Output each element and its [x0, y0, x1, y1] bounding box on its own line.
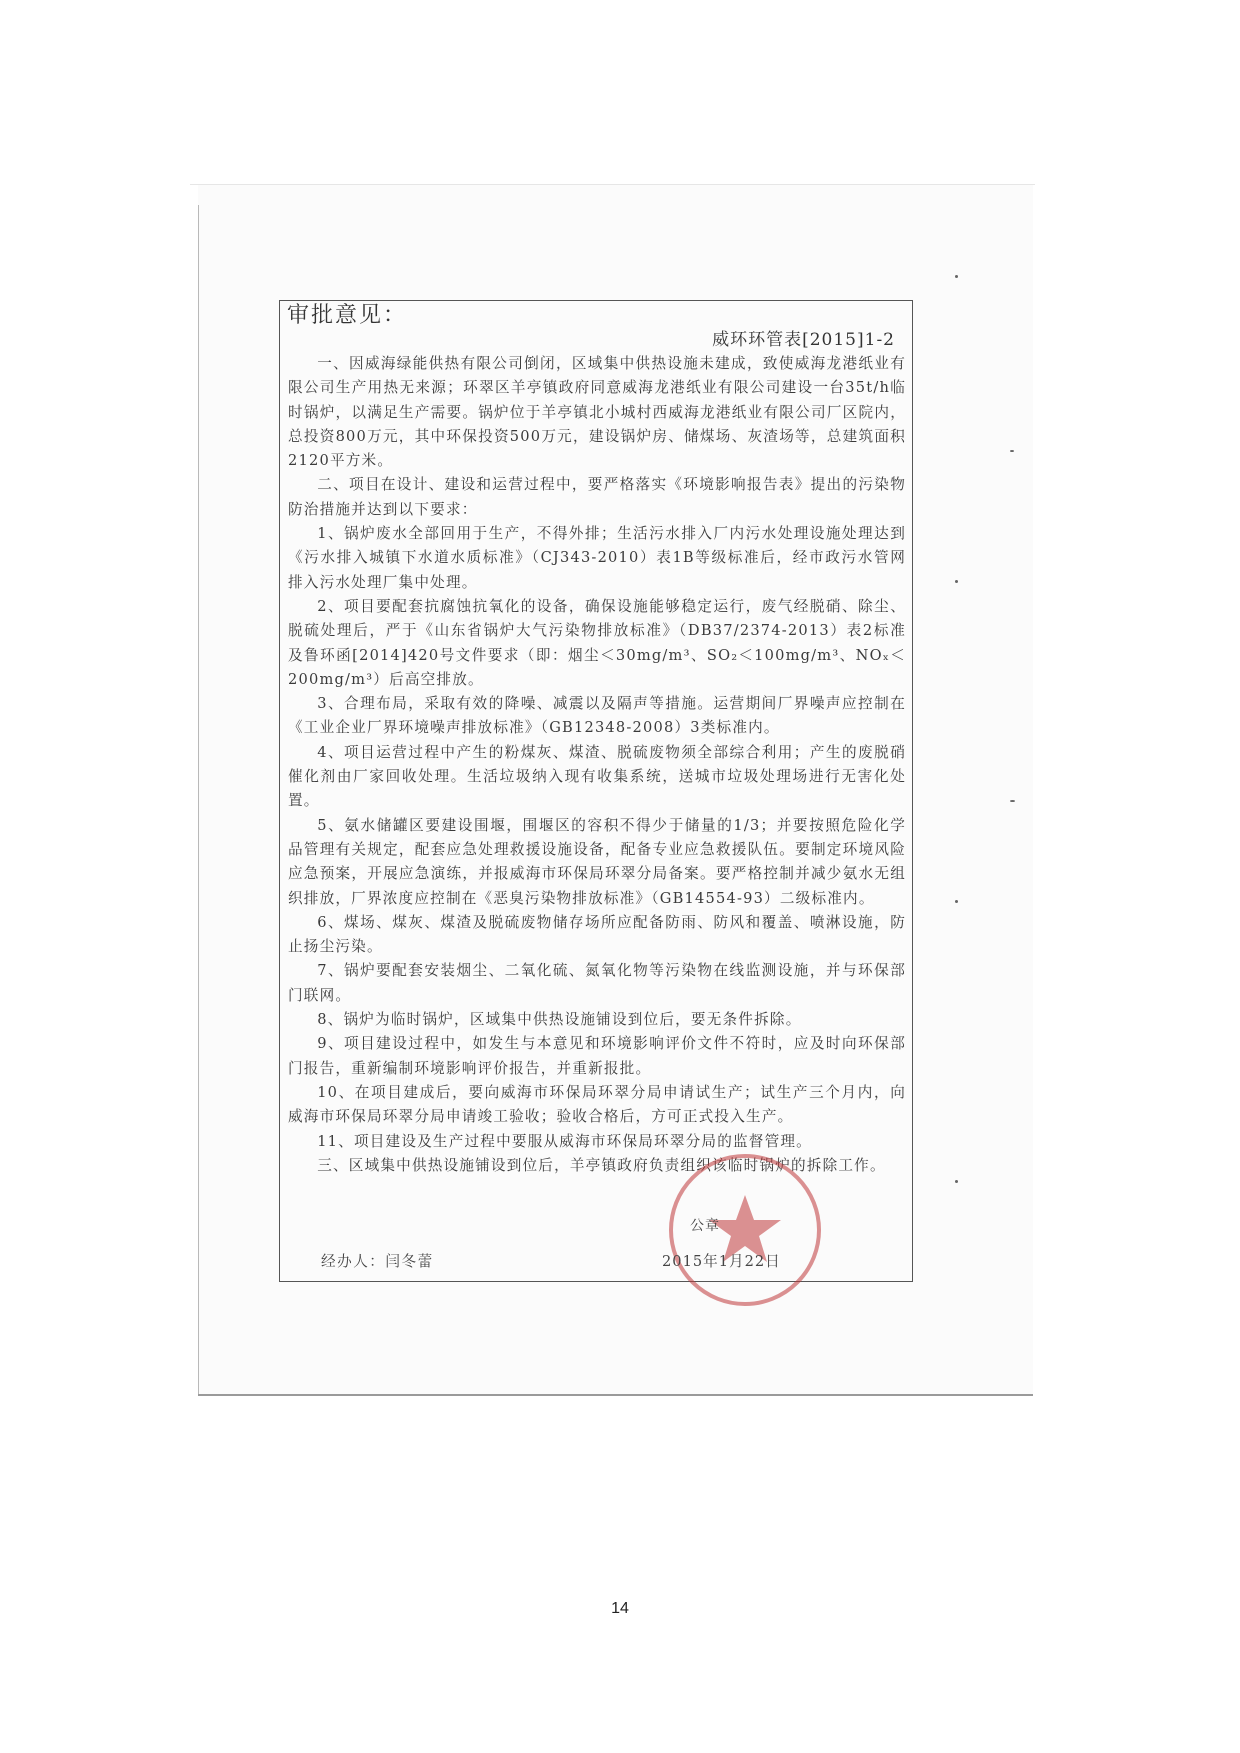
approval-body [288, 352, 906, 1178]
scan-speck [955, 900, 958, 903]
scan-left-edge [198, 205, 199, 1395]
scan-speck [1010, 800, 1015, 802]
paragraph: 3、合理布局，采取有效的降噪、减震以及隔声等措施。运营期间厂界噪声应控制在《工业企业厂界环境噪声排放标准》（GB12348-2008）3类标准内。 [288, 695, 906, 737]
scan-speck [955, 580, 958, 583]
paragraph: 11、项目建设及生产过程中要服从威海市环保局环翠分局的监督管理。 [317, 1132, 812, 1150]
scan-speck [955, 1180, 958, 1183]
scan-speck [955, 275, 958, 278]
handler-signature: 经办人：闫冬蕾 [321, 1253, 434, 1270]
paragraph: 10、在项目建成后，要向威海市环保局环翠分局申请试生产；试生产三个月内，向威海市环保局环翠分局申请竣工验收；验收合格后，方可正式投入生产。 [288, 1083, 906, 1126]
paragraph: 5、氨水储罐区要建设围堰，围堰区的容积不得少于储量的1/3；并要按照危险化学品管理有关规定，配套应急处理救援设施设备，配备专业应急救援队伍。要制定环境风险应急预案，开展应急演练，并报威海市环保局环翠分局备案。要严格控制并减少氨水无组织排放，厂界浓度应控制在《恶臭污染物排放标准》（GB14554-93）二级标准内。 [288, 816, 906, 907]
paragraph: 1、锅炉废水全部回用于生产，不得外排；生活污水排入厂内污水处理设施处理达到《污水排入城镇下水道水质标准》（CJ343-2010）表1B等级标准后，经市政污水管网排入污水处理厂集中处理。 [288, 525, 906, 591]
paragraph: 4、项目运营过程中产生的粉煤灰、煤渣、脱硫废物须全部综合利用；产生的废脱硝催化剂由厂家回收处理。生活垃圾纳入现有收集系统，送城市垃圾处理场进行无害化处置。 [288, 743, 906, 810]
official-seal [665, 1150, 825, 1310]
seal-label: 公章 [690, 1218, 720, 1234]
approval-heading: 审批意见： [287, 303, 408, 328]
paragraph: 2、项目要配套抗腐蚀抗氧化的设备，确保设施能够稳定运行，废气经脱硝、除尘、脱硫处理后，严于《山东省锅炉大气污染物排放标准》（DB37/2374-2013）表2标准及鲁环函[2014]420号文件要求（即：烟尘＜30mg/m³、SO₂＜100mg/m³、NOₓ＜200mg/m³）后高空排放。 [288, 597, 906, 688]
scan-speck [1010, 450, 1014, 452]
paragraph: 7、锅炉要配套安装烟尘、二氧化硫、氮氧化物等污染物在线监测设施，并与环保部门联网。 [288, 962, 906, 1004]
paragraph: 6、煤场、煤灰、煤渣及脱硫废物储存场所应配备防雨、防风和覆盖、喷淋设施，防止扬尘污染。 [288, 913, 906, 956]
scan-bottom-edge [198, 1394, 1033, 1396]
paragraph: 9、项目建设过程中，如发生与本意见和环境影响评价文件不符时，应及时向环保部门报告，重新编制环境影响评价报告，并重新报批。 [288, 1035, 906, 1077]
page-number: 14 [611, 1600, 629, 1617]
paragraph: 三、区域集中供热设施铺设到位后，羊亭镇政府负责组织该临时锅炉的拆除工作。 [317, 1156, 886, 1174]
document-number: 威环环管表[2015]1-2 [712, 330, 895, 350]
paragraph: 二、项目在设计、建设和运营过程中，要严格落实《环境影响报告表》提出的污染物防治措施并达到以下要求： [288, 476, 906, 518]
paragraph: 8、锅炉为临时锅炉，区域集中供热设施铺设到位后，要无条件拆除。 [317, 1011, 802, 1029]
paragraph: 一、因威海绿能供热有限公司倒闭，区域集中供热设施未建成，致使威海龙港纸业有限公司生产用热无来源；环翠区羊亭镇政府同意威海龙港纸业有限公司建设一台35t/h临时锅炉，以满足生产需要。锅炉位于羊亭镇北小城村西威海龙港纸业有限公司厂区院内，总投资800万元，其中环保投资500万元，建设锅炉房、储煤场、灰渣场等，总建筑面积2120平方米。 [288, 355, 906, 470]
scan-top-edge [190, 184, 1035, 185]
approval-date: 2015年1月22日 [662, 1253, 781, 1270]
